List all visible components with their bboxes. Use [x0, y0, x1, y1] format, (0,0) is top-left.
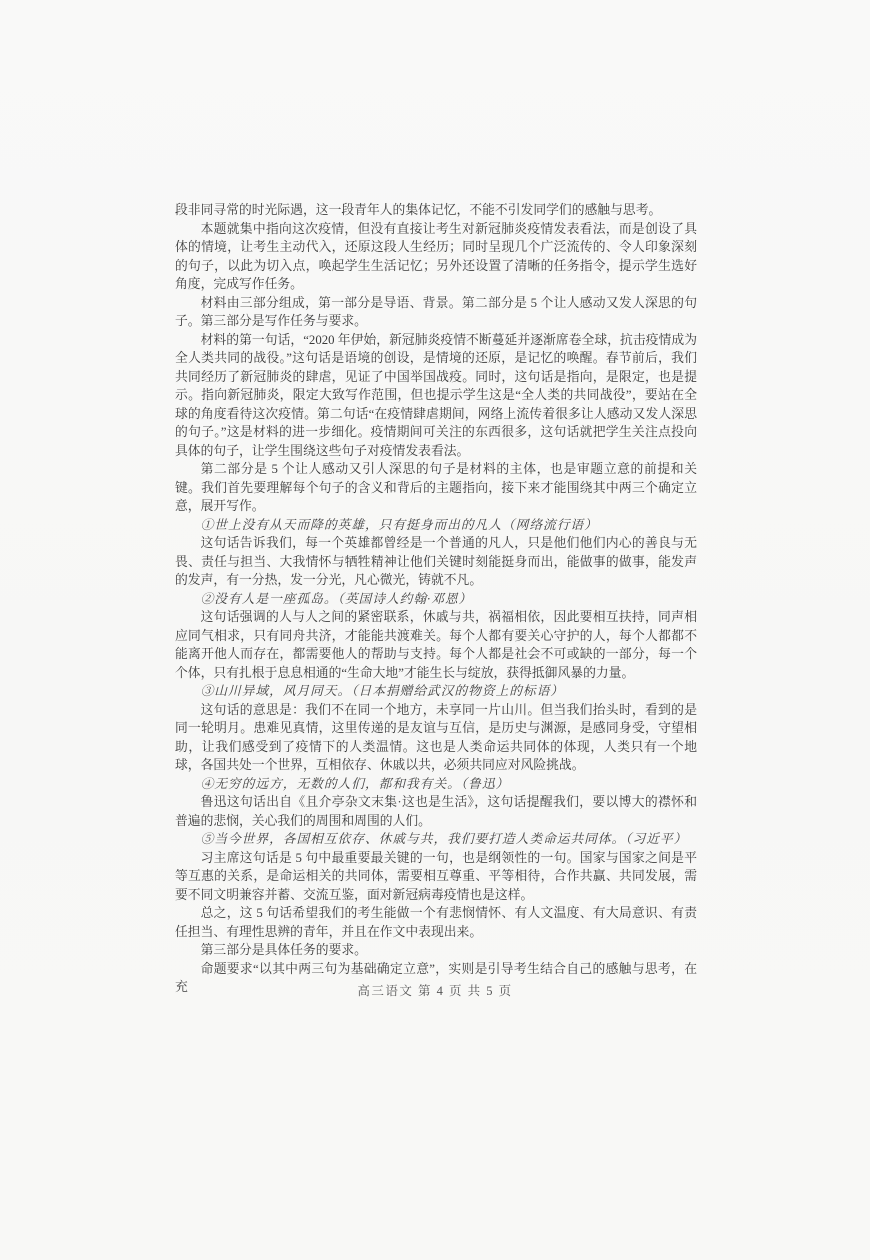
- quote-sentence-5: ⑤当今世界，各国相互依存、休戚与共，我们要打造人类命运共同体。（习近平）: [200, 832, 688, 846]
- paragraph-exam-intent: 本题就集中指向这次疫情，但没有直接让考生对新冠肺炎疫情发表看法，而是创设了具体的情境，让考生主动代入，还原这段人生经历；同时呈现几个广泛流传的、令人印象深刻的句子，以此为切入点，唤起学生生活记忆；另外还设置了清晰的任务指令，提示学生选好角度，完成写作任务。: [175, 221, 697, 291]
- paragraph-summary: 总之，这 5 句话希望我们的考生能做一个有悲悯情怀、有人文温度、有大局意识、有责任担当、有理性思辨的青年，并且在作文中表现出来。: [175, 906, 697, 939]
- paragraph-quote-3-analysis: 这句话的意思是：我们不在同一个地方，未享同一片山川。但当我们抬头时，看到的是同一轮明月。患难见真情，这里传递的是友谊与互信，是历史与渊源，是感同身受，守望相助，让我们感受到了疫情下的人类温情。这也是人类命运共同体的体现，人类只有一个地球，各国共处一个世界，互相依存、休戚以共，必须共同应对风险挑战。: [175, 702, 697, 772]
- paragraph-second-part-overview: 第二部分是 5 个让人感动又引人深思的句子是材料的主体，也是审题立意的前提和关键。我们首先要理解每个句子的含义和背后的主题指向，接下来才能围绕其中两三个确定立意，展开写作。: [175, 462, 697, 513]
- quote-sentence-1: ①世上没有从天而降的英雄，只有挺身而出的凡人（网络流行语）: [200, 517, 598, 532]
- quote-sentence-2: ②没有人是一座孤岛。（英国诗人约翰·邓恩）: [200, 591, 473, 606]
- quote-sentence-4: ④无穷的远方，无数的人们，都和我有关。（鲁迅）: [200, 776, 510, 791]
- paragraph-quote-5-analysis: 习主席这句话是 5 句中最重要最关键的一句，也是纲领性的一句。国家与国家之间是平等互惠的关系，是命运相关的共同体，需要相互尊重、平等相待，合作共赢、共同发展，需要不同文明兼容并蓄、交流互鉴，面对新冠病毒疫情也是这样。: [175, 850, 697, 902]
- paragraph-quote-4-analysis: 鲁迅这句话出自《且介亭杂文末集·这也是生活》，这句话提醒我们，要以博大的襟怀和普遍的悲悯，关心我们的周围和周围的人们。: [175, 795, 697, 828]
- paragraph-quote-2-analysis: 这句话强调的人与人之间的紧密联系，休戚与共，祸福相依，因此要相互扶持，同声相应同气相求，只有同舟共济，才能能共渡难关。每个人都有要关心守护的人，每个人都都不能离开他人而存在，都需要他人的帮助与支持。每个人都是社会不可或缺的一部分，每一个个体，只有扎根于息息相通的“生命大地”才能生长与绽放，获得抵御风暴的力量。: [175, 610, 697, 680]
- paragraph-material-structure: 材料由三部分组成，第一部分是导语、背景。第二部分是 5 个让人感动又发人深思的句子。第三部分是写作任务与要求。: [175, 295, 697, 328]
- paragraph-task-requirement: 命题要求“以其中两三句为基础确定立意”，实则是引导考生结合自己的感触与思考，在充: [175, 961, 697, 994]
- paragraph-quote-1-analysis: 这句话告诉我们，每一个英雄都曾经是一个普通的凡人，只是他们他们内心的善良与无畏、责任与担当、大我情怀与牺牲精神让他们关键时刻能挺身而出，能做事的做事，能发声的发声，有一分热，发一分光，凡心微光，铸就不凡。: [175, 536, 697, 587]
- paragraph-third-part: 第三部分是具体任务的要求。: [200, 943, 367, 957]
- quote-sentence-3: ③山川异域，风月同天。（日本捐赠给武汉的物资上的标语）: [200, 684, 565, 698]
- page-footer: 高三语文 第 4 页 共 5 页: [357, 984, 513, 998]
- paragraph-page-continuation: 段非同寻常的时光际遇，这一段青年人的集体记忆，不能不引发同学们的感触与思考。: [175, 203, 662, 217]
- text-block: [175, 201, 697, 997]
- paragraph-first-sentence-analysis: 材料的第一句话，“2020 年伊始，新冠肺炎疫情不断蔓延并逐渐席卷全球，抗击疫情成为全人类共同的战役。”这句话是语境的创设，是情境的还原，是记忆的唤醒。春节前后，我们共同经历了新冠肺炎的肆虐，见证了中国举国战疫。同时，这句话是指向，是限定，也是提示。指向新冠肺炎，限定大致写作范围，但也提示学生这是“全人类的共同战役”，要站在全球的角度看待这次疫情。第二句话“在疫情肆虐期间，网络上流传着很多让人感动又发人深思的句子。”这是材料的进一步细化。疫情期间可关注的东西很多，这句话就把学生关注点投向具体的句子，让学生围绕这些句子对疫情发表看法。: [175, 332, 697, 458]
